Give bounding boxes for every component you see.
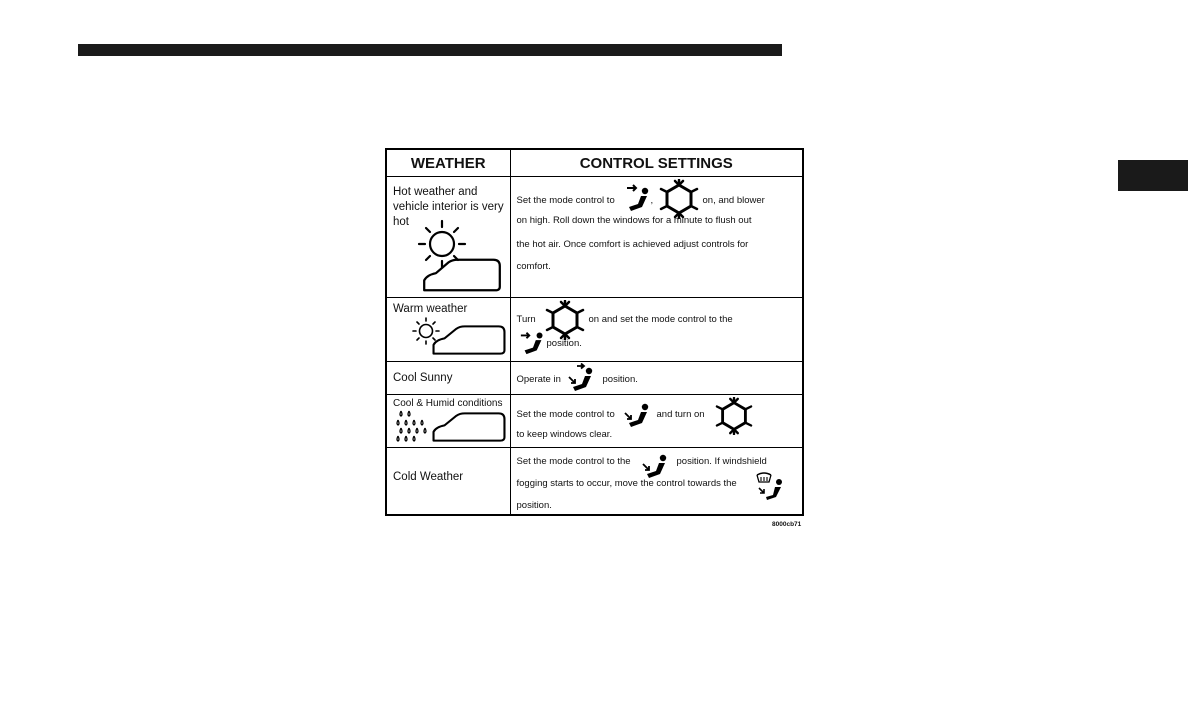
control-text: and turn on [656,409,705,420]
table-row [386,362,803,395]
floor-mode-icon [623,399,653,429]
panel-floor-mode-icon [567,363,597,393]
control-text: Turn [516,314,536,325]
control-text: Set the mode control to the [516,456,631,467]
control-text: on high. Roll down the windows for a minute to flush out [516,215,752,226]
control-text: position. If windshield [676,456,767,467]
panel-mode-icon [519,328,547,356]
weather-label: Cold Weather [393,471,464,483]
climate-settings-table [385,148,804,516]
control-text: the hot air. Once comfort is achieved adjust controls for [516,239,749,250]
table-row [386,448,803,516]
weather-label: Hot weather and [393,186,478,198]
table-row [386,298,803,362]
weather-label: Warm weather [393,303,468,315]
snowflake-icon [659,179,699,219]
control-text: Set the mode control to [516,195,615,206]
control-settings-header: CONTROL SETTINGS [510,149,803,177]
weather-header: WEATHER [386,149,510,177]
defrost-mode-icon [755,470,787,502]
car-icon [431,324,507,356]
control-text: position. [516,500,552,511]
panel-mode-icon [623,183,653,213]
snowflake-icon [545,300,585,340]
table-row [386,395,803,448]
chapter-tab [1118,160,1188,191]
rain-icon [395,409,435,445]
car-icon [417,257,507,293]
header-bar [78,44,782,56]
floor-mode-icon [641,450,671,480]
weather-label: Cool Sunny [393,372,453,384]
weather-label: Cool & Humid conditions [393,398,503,409]
weather-label: hot [393,216,409,228]
snowflake-icon [715,397,753,435]
car-icon [431,411,507,443]
control-text: Set the mode control to [516,409,615,420]
control-text: Operate in [516,374,561,385]
control-text: fogging starts to occur, move the control towards the [516,478,737,489]
table-row [386,177,803,298]
control-text: comfort. [516,261,551,272]
table-header-row [386,149,803,177]
control-text: on and set the mode control to the [588,314,733,325]
control-text: position. [546,338,582,349]
control-text: to keep windows clear. [516,429,613,440]
figure-caption: 8000cb71 [772,521,802,528]
weather-label: vehicle interior is very [393,201,504,213]
control-text: on, and blower [702,195,765,206]
control-text: position. [602,374,638,385]
control-text: , [650,195,654,206]
